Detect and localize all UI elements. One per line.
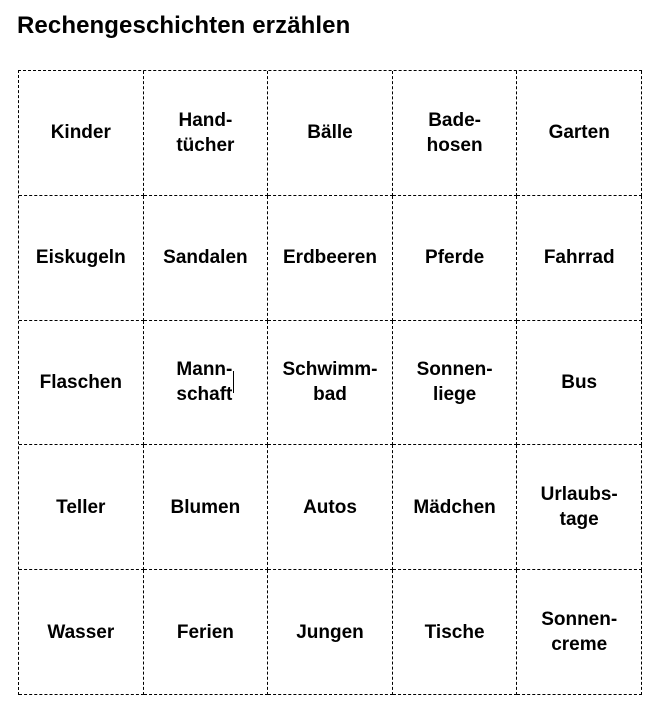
word-card-text: Garten [548,122,610,144]
word-card[interactable] [19,570,144,695]
word-card-text: Tische [424,621,485,643]
word-card-text: Sonnen- creme [541,609,618,656]
word-card-text: Sonnen- liege [416,359,493,406]
page-title: Rechengeschichten erzählen [17,12,351,39]
word-card-text: Eiskugeln [35,247,126,269]
word-card[interactable] [268,445,393,570]
word-card-text: Hand- tücher [176,109,235,156]
word-card[interactable] [19,321,144,446]
word-card[interactable] [144,321,269,446]
word-card-text: Kinder [50,122,111,144]
word-card[interactable] [19,71,144,196]
word-card[interactable] [517,445,642,570]
word-card[interactable] [144,196,269,321]
word-card[interactable] [393,71,518,196]
word-card-grid [18,70,642,695]
word-card[interactable] [19,445,144,570]
word-card[interactable] [517,321,642,446]
word-card[interactable] [393,445,518,570]
word-card[interactable] [393,196,518,321]
word-card-text: Fahrrad [543,247,615,269]
word-card-text: Erdbeeren [283,247,377,269]
word-card-text: Bälle [307,122,353,144]
word-card-text: Sandalen [163,247,248,269]
word-card-text: Wasser [47,621,115,643]
word-card[interactable] [517,71,642,196]
word-card-text: Pferde [425,247,485,269]
word-card-text: Ferien [176,621,234,643]
word-card-text: Autos [303,496,357,518]
word-card-text: Bus [561,371,598,393]
word-card[interactable] [517,196,642,321]
word-card[interactable] [268,196,393,321]
word-card-text: Teller [56,496,106,518]
text-cursor [233,371,234,393]
word-card[interactable] [144,445,269,570]
word-card[interactable] [393,570,518,695]
word-card-text: Blumen [170,496,241,518]
word-card[interactable] [19,196,144,321]
word-card-text: Urlaubs- tage [540,484,618,531]
word-card-text: Mädchen [413,496,496,518]
word-card[interactable] [144,71,269,196]
word-card-text: Bade- hosen [426,109,483,156]
word-card[interactable] [144,570,269,695]
word-card[interactable] [268,71,393,196]
word-card[interactable] [393,321,518,446]
word-card-text: Jungen [296,621,364,643]
word-card[interactable] [268,321,393,446]
word-card[interactable] [268,570,393,695]
word-card-text: Mann- schaft [176,359,233,406]
word-card-text: Schwimm- bad [282,359,378,406]
word-card-text: Flaschen [39,371,122,393]
word-card[interactable] [517,570,642,695]
